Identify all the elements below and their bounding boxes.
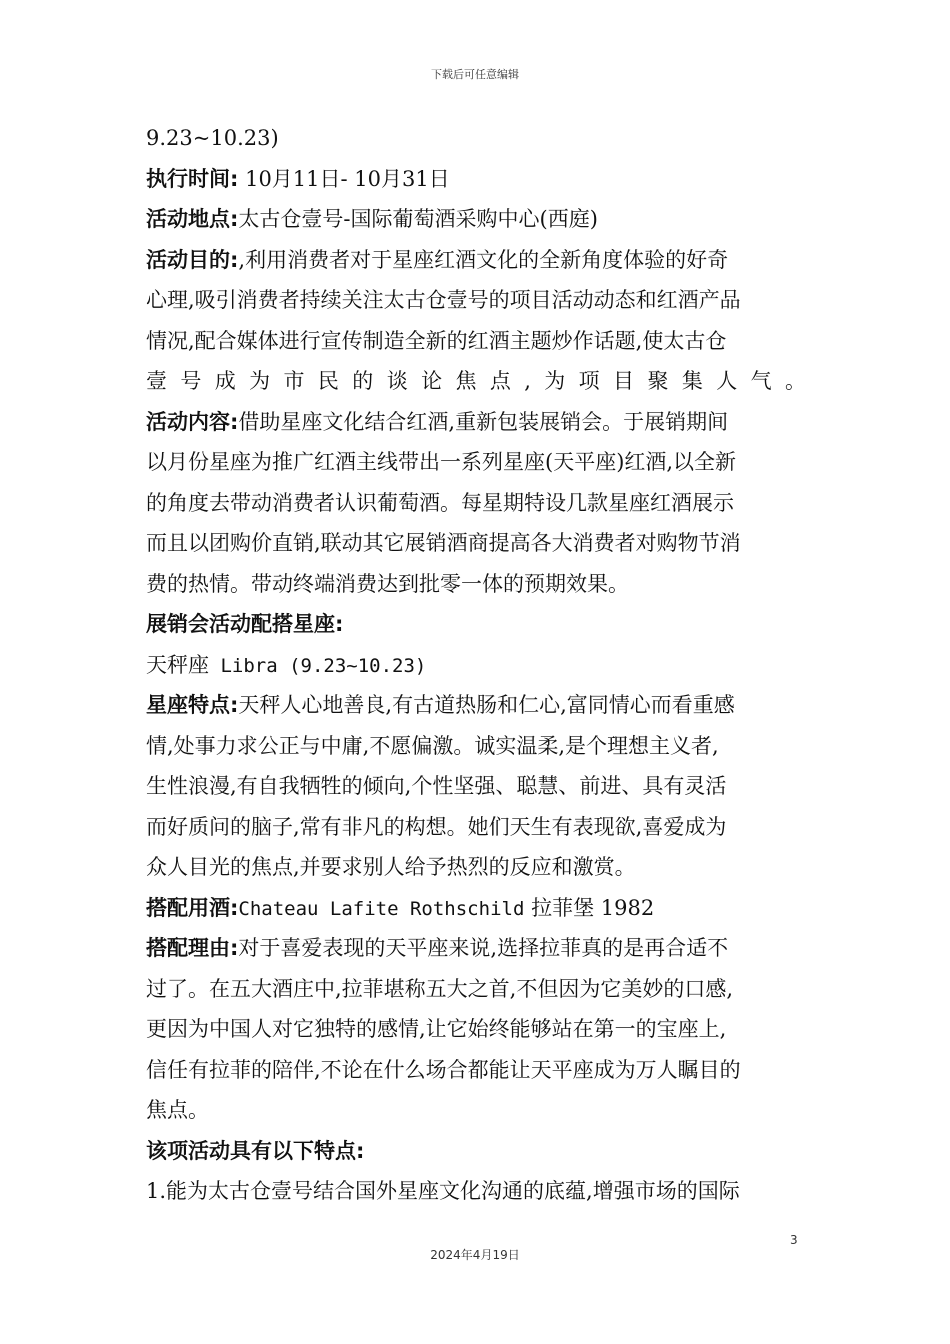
text-line: 1.能为太古仓壹号结合国外星座文化沟通的底蕴,增强市场的国际	[146, 1179, 740, 1203]
location-label: 活动地点:	[146, 207, 239, 231]
text-line: 9.23~10.23)	[146, 126, 279, 150]
text-line: 壹号成为市民的谈论焦点,为项目聚集人气。	[146, 369, 806, 393]
text-line: 心理,吸引消费者持续关注太古仓壹号的项目活动动态和红酒产品	[146, 288, 741, 312]
page-number: 3	[790, 1233, 798, 1247]
section-heading: 该项活动具有以下特点:	[146, 1138, 365, 1163]
zodiac-name: 天秤座	[146, 652, 209, 677]
text-line: 以月份星座为推广红酒主线带出一系列星座(天平座)红酒,以全新	[146, 450, 737, 474]
content-label: 活动内容:	[146, 409, 239, 434]
document-body	[146, 118, 806, 1212]
text-line: 的角度去带动消费者认识葡萄酒。每星期特设几款星座红酒展示	[146, 490, 734, 515]
purpose-label: 活动目的:	[146, 247, 239, 272]
zodiac-dates: Libra (9.23~10.23)	[209, 654, 427, 677]
footer-date: 2024年4月19日	[430, 1248, 520, 1262]
page-header-note: 下载后可任意编辑	[431, 68, 519, 81]
text-line: 更因为中国人对它独特的感情,让它始终能够站在第一的宝座上,	[146, 1017, 727, 1041]
purpose-text: ,利用消费者对于星座红酒文化的全新角度体验的好奇	[238, 247, 729, 272]
purpose-line	[146, 240, 806, 281]
execution-time-label: 执行时间:	[146, 166, 239, 191]
traits-label: 星座特点:	[146, 693, 239, 717]
reason-text: 对于喜爱表现的天平座来说,选择拉菲真的是再合适不	[238, 936, 729, 960]
text-line: 而且以团购价直销,联动其它展销酒商提高各大消费者对购物节消	[146, 531, 741, 555]
content-text: 借助星座文化结合红酒,重新包装展销会。于展销期间	[238, 409, 729, 434]
content-line	[146, 402, 806, 443]
execution-time-line	[146, 159, 806, 200]
traits-text: 天秤人心地善良,有古道热肠和仁心,富同情心而看重感	[238, 693, 735, 717]
text-line: 焦点。	[146, 1098, 209, 1122]
zodiac-line	[146, 645, 806, 686]
reason-line	[146, 928, 806, 969]
wine-line	[146, 888, 806, 929]
text-line: 费的热情。带动终端消费达到批零一体的预期效果。	[146, 571, 629, 596]
text-line: 信任有拉菲的陪伴,不论在什么场合都能让天平座成为万人瞩目的	[146, 1057, 741, 1082]
text-line: 过了。在五大酒庄中,拉菲堪称五大之首,不但因为它美妙的口感,	[146, 976, 734, 1001]
text-line: 众人目光的焦点,并要求别人给予热烈的反应和激赏。	[146, 855, 636, 879]
wine-label: 搭配用酒:	[146, 895, 239, 920]
text-line: 生性浪漫,有自我牺牲的倾向,个性坚强、聪慧、前进、具有灵活	[146, 774, 727, 798]
text-line: 情,处事力求公正与中庸,不愿偏激。诚实温柔,是个理想主义者,	[146, 733, 719, 758]
reason-label: 搭配理由:	[146, 936, 239, 960]
execution-time-value: 10月11日- 10月31日	[238, 166, 450, 191]
wine-suffix: 拉菲堡 1982	[524, 895, 655, 920]
section-heading: 展销会活动配搭星座:	[146, 612, 344, 636]
wine-name: Chateau Lafite Rothschild	[238, 897, 525, 920]
traits-line	[146, 685, 806, 726]
text-line: 而好质问的脑子,常有非凡的构想。她们天生有表现欲,喜爱成为	[146, 814, 727, 839]
location-value: 太古仓壹号-国际葡萄酒采购中心(西庭)	[238, 207, 598, 231]
text-line: 情况,配合媒体进行宣传制造全新的红酒主题炒作话题,使太古仓	[146, 328, 727, 353]
location-line	[146, 199, 806, 240]
